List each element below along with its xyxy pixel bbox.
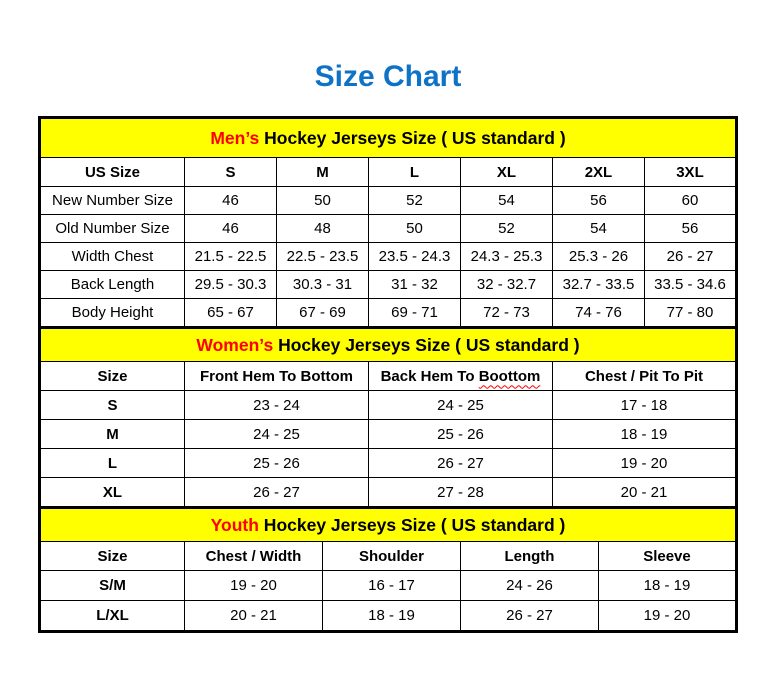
mens-column-header: S	[184, 158, 276, 187]
size-value-cell: 52	[368, 187, 460, 215]
size-value-cell: 50	[276, 187, 368, 215]
size-value-cell: 25.3 - 26	[552, 243, 644, 271]
table-row	[40, 271, 737, 299]
size-value-cell: 20 - 21	[552, 478, 736, 508]
size-value-cell: 54	[460, 187, 552, 215]
row-label: L	[40, 449, 185, 478]
womens-size-table	[38, 326, 738, 509]
size-value-cell: 21.5 - 22.5	[184, 243, 276, 271]
row-label: S	[40, 391, 185, 420]
table-row	[40, 215, 737, 243]
size-value-cell: 46	[184, 187, 276, 215]
size-value-cell: 46	[184, 215, 276, 243]
size-value-cell: 33.5 - 34.6	[644, 271, 736, 299]
size-value-cell: 26 - 27	[368, 449, 552, 478]
page-title: Size Chart	[314, 60, 462, 93]
size-value-cell: 29.5 - 30.3	[184, 271, 276, 299]
row-label: L/XL	[40, 601, 185, 632]
size-value-cell: 67 - 69	[276, 299, 368, 328]
table-row	[40, 478, 737, 508]
mens-section-title-rest: Hockey Jerseys Size ( US standard )	[259, 127, 566, 148]
youth-column-header: Sleeve	[598, 542, 736, 571]
table-row	[40, 420, 737, 449]
size-value-cell: 25 - 26	[184, 449, 368, 478]
size-value-cell: 18 - 19	[552, 420, 736, 449]
row-label: S/M	[40, 571, 185, 601]
mens-column-header-row	[40, 158, 737, 187]
row-label: Width Chest	[40, 243, 185, 271]
table-row	[40, 243, 737, 271]
size-value-cell: 30.3 - 31	[276, 271, 368, 299]
column-header-text: Back Hem To	[380, 367, 479, 385]
size-value-cell: 23 - 24	[184, 391, 368, 420]
row-label: Back Length	[40, 271, 185, 299]
youth-column-header: Size	[40, 542, 185, 571]
size-value-cell: 20 - 21	[184, 601, 322, 632]
mens-column-header: L	[368, 158, 460, 187]
size-value-cell: 52	[460, 215, 552, 243]
size-value-cell: 24.3 - 25.3	[460, 243, 552, 271]
youth-section-band	[40, 508, 737, 542]
size-value-cell: 24 - 25	[184, 420, 368, 449]
size-value-cell: 32.7 - 33.5	[552, 271, 644, 299]
size-value-cell: 72 - 73	[460, 299, 552, 328]
womens-section-title	[40, 328, 737, 362]
mens-column-header: 2XL	[552, 158, 644, 187]
table-row	[40, 571, 737, 601]
womens-column-header: Chest / Pit To Pit	[552, 362, 736, 391]
size-value-cell: 48	[276, 215, 368, 243]
size-value-cell: 56	[552, 187, 644, 215]
womens-column-header: Size	[40, 362, 185, 391]
size-value-cell: 24 - 26	[460, 571, 598, 601]
womens-column-header	[368, 362, 552, 391]
mens-section-band	[40, 118, 737, 158]
size-value-cell: 25 - 26	[368, 420, 552, 449]
size-value-cell: 23.5 - 24.3	[368, 243, 460, 271]
youth-column-header: Chest / Width	[184, 542, 322, 571]
table-row	[40, 449, 737, 478]
youth-size-table	[38, 506, 738, 633]
row-label: Body Height	[40, 299, 185, 328]
mens-section-title	[40, 118, 737, 158]
youth-column-header: Shoulder	[322, 542, 460, 571]
youth-section-title-rest: Hockey Jerseys Size ( US standard )	[258, 514, 566, 535]
size-value-cell: 74 - 76	[552, 299, 644, 328]
size-value-cell: 19 - 20	[552, 449, 736, 478]
size-value-cell: 18 - 19	[598, 571, 736, 601]
mens-size-table	[38, 116, 738, 329]
table-row	[40, 187, 737, 215]
womens-section-title-rest: Hockey Jerseys Size ( US standard )	[273, 334, 580, 355]
table-row	[40, 601, 737, 632]
size-value-cell: 22.5 - 23.5	[276, 243, 368, 271]
size-value-cell: 24 - 25	[368, 391, 552, 420]
size-value-cell: 56	[644, 215, 736, 243]
size-value-cell: 19 - 20	[598, 601, 736, 632]
size-value-cell: 26 - 27	[460, 601, 598, 632]
size-value-cell: 27 - 28	[368, 478, 552, 508]
youth-column-header-row	[40, 542, 737, 571]
row-label: M	[40, 420, 185, 449]
size-value-cell: 65 - 67	[184, 299, 276, 328]
row-label: XL	[40, 478, 185, 508]
size-value-cell: 32 - 32.7	[460, 271, 552, 299]
womens-column-header-row	[40, 362, 737, 391]
size-value-cell: 26 - 27	[644, 243, 736, 271]
table-row	[40, 391, 737, 420]
mens-column-header: 3XL	[644, 158, 736, 187]
womens-section-band	[40, 328, 737, 362]
size-value-cell: 18 - 19	[322, 601, 460, 632]
youth-column-header: Length	[460, 542, 598, 571]
womens-column-header: Front Hem To Bottom	[184, 362, 368, 391]
row-label: Old Number Size	[40, 215, 185, 243]
size-tables	[38, 116, 738, 633]
youth-section-title	[40, 508, 737, 542]
size-value-cell: 77 - 80	[644, 299, 736, 328]
size-value-cell: 19 - 20	[184, 571, 322, 601]
mens-column-header: XL	[460, 158, 552, 187]
mens-section-title-highlight: Men’s	[210, 127, 260, 148]
size-value-cell: 60	[644, 187, 736, 215]
mens-column-header: M	[276, 158, 368, 187]
womens-section-title-highlight: Women’s	[196, 334, 274, 355]
youth-section-title-highlight: Youth	[210, 514, 259, 535]
size-value-cell: 31 - 32	[368, 271, 460, 299]
size-value-cell: 26 - 27	[184, 478, 368, 508]
size-value-cell: 69 - 71	[368, 299, 460, 328]
size-value-cell: 54	[552, 215, 644, 243]
misspelled-word: Boottom	[478, 367, 541, 385]
row-label: New Number Size	[40, 187, 185, 215]
table-row	[40, 299, 737, 328]
size-value-cell: 50	[368, 215, 460, 243]
size-value-cell: 16 - 17	[322, 571, 460, 601]
size-value-cell: 17 - 18	[552, 391, 736, 420]
mens-column-header: US Size	[40, 158, 185, 187]
